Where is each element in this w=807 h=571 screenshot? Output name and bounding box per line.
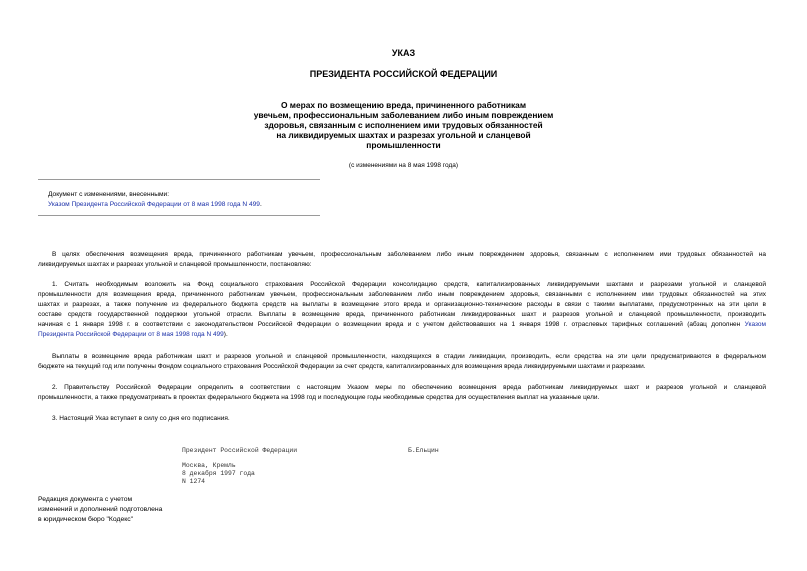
amendment-link-start[interactable]: Указом bbox=[744, 321, 766, 329]
paragraph-2 bbox=[38, 383, 766, 403]
amendment-link-end[interactable]: Президента Российской Федерации от 8 мая 1998 года N 499 bbox=[38, 331, 224, 339]
editorial-line: Редакция документа с учетом bbox=[38, 496, 133, 503]
paragraph-1-continued bbox=[38, 352, 766, 372]
signing-place: Москва, Кремль bbox=[182, 462, 236, 469]
editorial-line: изменений и дополнений подготовлена bbox=[38, 506, 163, 513]
amendments-entry bbox=[48, 200, 262, 210]
amendment-note: (с изменениями на 8 мая 1998 года) bbox=[348, 162, 459, 169]
divider-bottom bbox=[38, 215, 320, 216]
text-line bbox=[38, 320, 766, 330]
link-suffix: . bbox=[259, 201, 262, 208]
text-line: ликвидируемых шахтах и разрезах угольной и сланцевой промышленности, постановляю: bbox=[38, 261, 312, 269]
signatory-name: Б.Ельцин bbox=[408, 447, 439, 454]
paragraph-3 bbox=[38, 414, 766, 424]
divider-top bbox=[38, 179, 320, 180]
text-line: промышленности для возмещения вреда, причиненного работникам увечьем, профессиональным заболеванием либо иным повреждением здоровья, связанными с исполнением ими трудовых обязанностей на этих bbox=[38, 291, 766, 299]
subject-line: увечьем, профессиональным заболеванием либо иным повреждением bbox=[253, 110, 554, 120]
preamble-paragraph bbox=[38, 250, 766, 270]
text-line: 3. Настоящий Указ вступает в силу со дня его подписания. bbox=[52, 415, 230, 422]
text-line: бюджете на текущий год или получены Фондом социального страхования Российской Федерации за счет средств, капитализированных для возмещения вреда ликвидируемыми шахтами и разрезами. bbox=[38, 363, 646, 371]
amending-decree-link[interactable]: Указом Президента Российской Федерации от 8 мая 1998 года N 499 bbox=[48, 201, 260, 208]
text-line: составе средств государственной поддержки угольной отрасли. Выплаты в возмещение вреда, причиненного работникам ликвидированных шахт и разрезов угольной и сланцевой промышленности, производить bbox=[38, 311, 766, 319]
decree-subject bbox=[200, 100, 607, 150]
text-line: Выплаты в возмещение вреда работникам шахт и разрезов угольной и сланцевой промышленности, находящихся в стадии ликвидации, производить, если средства на эти цели предусматриваются в федеральном bbox=[52, 353, 766, 360]
amendments-label: Документ с изменениями, внесенными: bbox=[48, 191, 170, 198]
decree-number: N 1274 bbox=[182, 478, 206, 485]
editorial-note bbox=[38, 495, 162, 525]
paragraph-1 bbox=[38, 280, 766, 341]
amendments-box bbox=[48, 190, 262, 210]
subject-line: на ликвидируемых шахтах и разрезах угольной и сланцевой bbox=[276, 130, 531, 140]
text-line: 1. Считать необходимым возложить на Фонд социального страхования Российской Федерации консолидацию средств, капитализированных ликвидируемыми шахтами и разрезами угольной и сланцевой bbox=[52, 281, 766, 288]
signatory-role: Президент Российской Федерации bbox=[182, 447, 298, 454]
editorial-line: в юридическом бюро "Кодекс" bbox=[38, 516, 134, 523]
issuer-title: ПРЕЗИДЕНТА РОССИЙСКОЙ ФЕДЕРАЦИИ bbox=[309, 69, 498, 79]
signing-date: 8 декабря 1997 года bbox=[182, 470, 255, 477]
document-type-title: УКАЗ bbox=[391, 48, 416, 58]
subject-line: здоровья, связанным с исполнением ими трудовых обязанностей bbox=[264, 120, 543, 130]
text-line: промышленности, а также предусматривать в проектах федерального бюджета на 1998 год и последующие годы необходимые средства для осуществления выплат на указанные цели. bbox=[38, 394, 600, 402]
text-fragment: ). bbox=[223, 331, 228, 339]
text-line: шахтах и разрезах, а также получение из федерального бюджета средств на выплаты в возмещение этого вреда и организационно-технические расходы в связи с такими выплатами, предусмотренных на эти цели в bbox=[38, 301, 766, 309]
subject-line: О мерах по возмещению вреда, причиненного работникам bbox=[280, 100, 527, 110]
text-line bbox=[38, 330, 766, 340]
subject-line: промышленности bbox=[366, 140, 441, 150]
text-fragment: начиная с 1 января 1998 г. в соответствии с законодательством Российской Федерации о возмещении вреда и с учетом действовавших на 1 января 1998 г. отраслевых тарифных соглашений (абзац дополнен bbox=[38, 321, 741, 329]
text-line: 2. Правительству Российской Федерации определить в соответствии с настоящим Указом меры по обеспечению возмещения вреда работникам ликвидируемых шахт и разрезов угольной и сланцевой bbox=[52, 384, 766, 391]
text-line: В целях обеспечения возмещения вреда, причиненного работникам увечьем, профессиональным заболеванием либо иным повреждением здоровья, связанным с исполнением ими трудовых обязанностей на bbox=[52, 251, 766, 258]
